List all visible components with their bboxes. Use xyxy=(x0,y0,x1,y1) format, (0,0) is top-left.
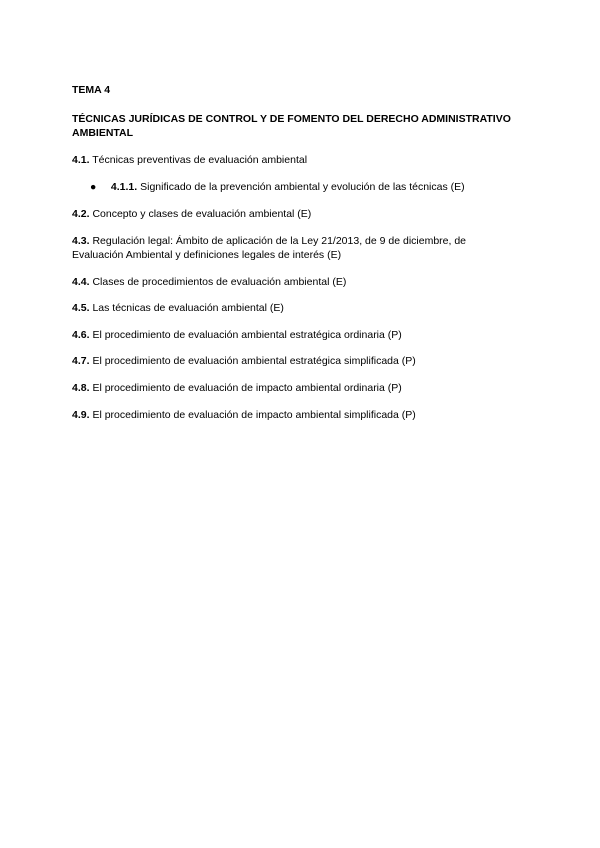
item-number: 4.1.1. xyxy=(110,181,138,193)
item-number: 4.8. xyxy=(72,382,90,394)
item-text: Regulación legal: Ámbito de aplicación de la Ley 21/2013, de 9 de diciembre, de Evaluación Ambiental y definiciones legales de interés (E) xyxy=(72,235,467,261)
bullet-icon: ● xyxy=(90,181,97,193)
list-item xyxy=(72,354,512,368)
list-item xyxy=(72,207,512,221)
item-text: El procedimiento de evaluación de impacto ambiental simplificada (P) xyxy=(92,409,416,421)
list-item xyxy=(72,328,512,342)
list-item xyxy=(72,153,512,167)
item-number: 4.5. xyxy=(72,302,90,314)
item-text: Concepto y clases de evaluación ambiental (E) xyxy=(92,208,312,220)
list-item xyxy=(72,381,512,395)
list-item xyxy=(72,301,512,315)
document-title: TÉCNICAS JURÍDICAS DE CONTROL Y DE FOMENTO DEL DERECHO ADMINISTRATIVO AMBIENTAL xyxy=(72,113,511,139)
item-number: 4.3. xyxy=(72,235,90,247)
item-text: Técnicas preventivas de evaluación ambiental xyxy=(92,154,308,166)
item-number: 4.9. xyxy=(72,409,90,421)
list-item xyxy=(72,234,512,262)
item-text: El procedimiento de evaluación de impacto ambiental ordinaria (P) xyxy=(92,382,402,394)
item-text: Clases de procedimientos de evaluación ambiental (E) xyxy=(92,276,347,288)
item-text: Las técnicas de evaluación ambiental (E) xyxy=(92,302,284,314)
item-number: 4.4. xyxy=(72,276,90,288)
item-number: 4.6. xyxy=(72,329,90,341)
item-number: 4.7. xyxy=(72,355,90,367)
item-text: El procedimiento de evaluación ambiental estratégica simplificada (P) xyxy=(92,355,416,367)
item-number: 4.1. xyxy=(72,154,90,166)
item-text: Significado de la prevención ambiental y evolución de las técnicas (E) xyxy=(140,181,465,193)
list-item xyxy=(72,408,512,422)
section-label: TEMA 4 xyxy=(72,84,111,96)
item-number: 4.2. xyxy=(72,208,90,220)
item-text: El procedimiento de evaluación ambiental estratégica ordinaria (P) xyxy=(92,329,402,341)
list-item xyxy=(72,275,512,289)
list-subitem xyxy=(90,180,510,194)
